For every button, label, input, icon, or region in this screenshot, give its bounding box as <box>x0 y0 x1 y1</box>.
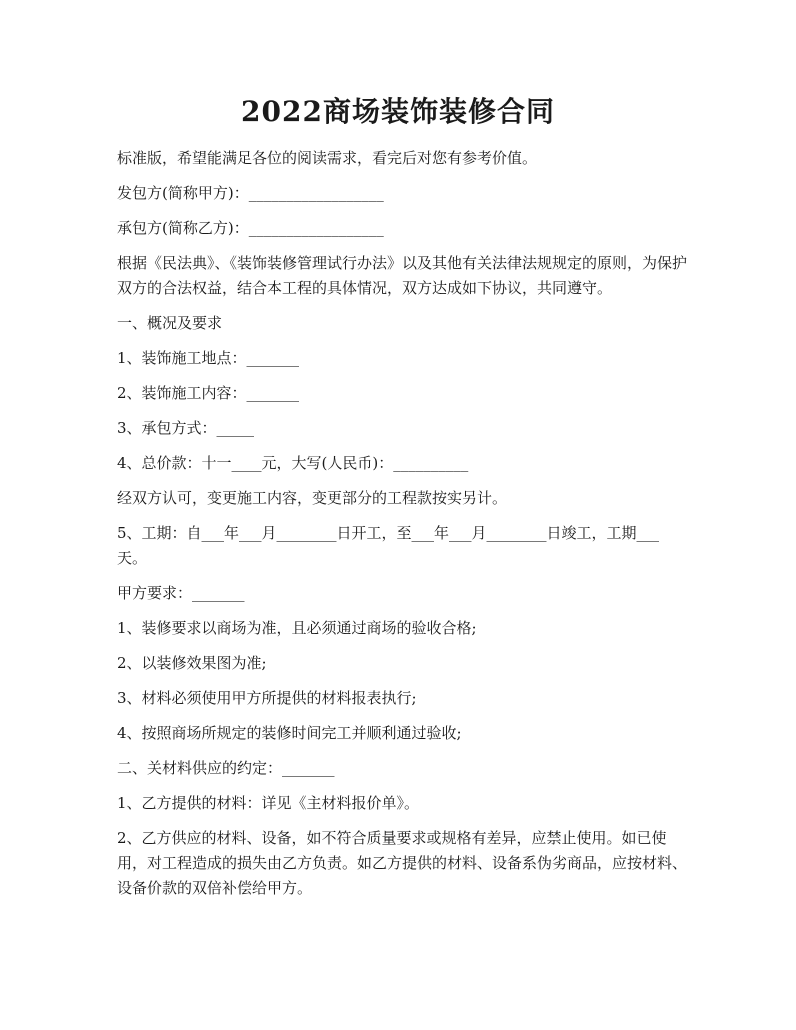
requirement-item: 4、按照商场所规定的装修时间完工并顺利通过验收; <box>117 724 462 742</box>
requirement-item: 3、材料必须使用甲方所提供的材料报表执行; <box>117 689 417 707</box>
price-change-note: 经双方认可，变更施工内容，变更部分的工程款按实另计。 <box>117 489 508 507</box>
document-body <box>117 146 687 911</box>
requirement-item: 2、以装修效果图为准; <box>117 654 267 672</box>
section-heading-overview: 一、概况及要求 <box>117 314 223 332</box>
clause-content: 2、装饰施工内容：_______ <box>117 384 300 402</box>
intro-paragraph: 标准版，希望能满足各位的阅读需求，看完后对您有参考价值。 <box>117 149 538 167</box>
party-a-requirements-heading: 甲方要求：_______ <box>117 584 245 602</box>
party-b-line: 承包方(简称乙方)：__________________ <box>117 219 384 237</box>
clause-contract-mode: 3、承包方式：_____ <box>117 419 255 437</box>
document-title: 2022商场装饰装修合同 <box>241 95 555 128</box>
party-a-line: 发包方(简称甲方)：__________________ <box>117 184 384 202</box>
section-heading-materials: 二、关材料供应的约定：_______ <box>117 759 335 777</box>
clause-total-price: 4、总价款：十一____元，大写(人民币)：__________ <box>117 454 469 472</box>
preamble-paragraph: 根据《民法典》、《装饰装修管理试行办法》以及其他有关法律法规规定的原则，为保护双方的合法权益，结合本工程的具体情况，双方达成如下协议，共同遵守。 <box>117 254 688 297</box>
materials-clause: 2、乙方供应的材料、设备，如不符合质量要求或规格有差异，应禁止使用。如已使用，对工程造成的损失由乙方负责。如乙方提供的材料、设备系伪劣商品，应按材料、设备价款的双倍补偿给甲方。 <box>117 829 688 897</box>
materials-clause: 1、乙方提供的材料：详见《主材料报价单》。 <box>117 794 420 812</box>
requirement-item: 1、装修要求以商场为准，且必须通过商场的验收合格; <box>117 619 477 637</box>
clause-location: 1、装饰施工地点：_______ <box>117 349 300 367</box>
clause-schedule: 5、工期：自___年___月________日开工，至___年___月________日竣工，工期___天。 <box>117 524 660 567</box>
